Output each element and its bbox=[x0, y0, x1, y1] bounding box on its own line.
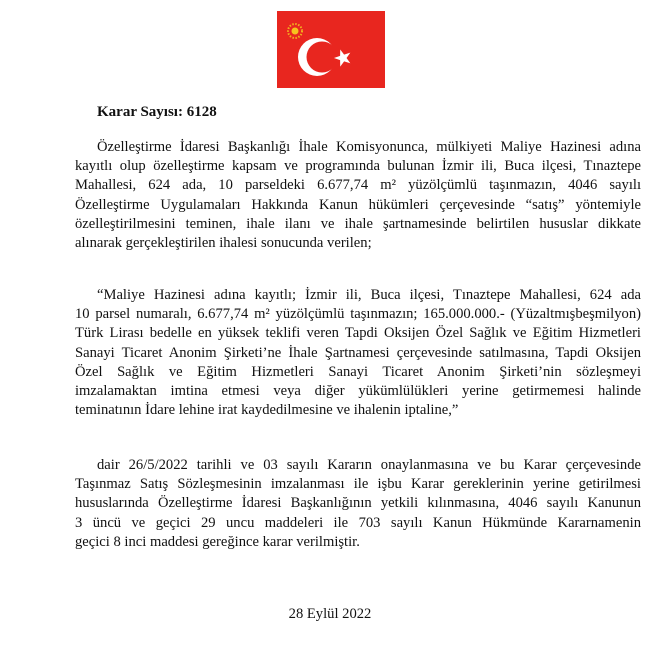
text-line: alınarak gerçekleştirilen ihalesi sonucunda verilen; bbox=[75, 234, 372, 251]
text-line: Taşınmaz Satış Sözleşmesinin imzalanması ile işbu Karar gereklerinin yerine getirilmesi bbox=[75, 476, 641, 493]
text-line: kayıtlı olup özelleştirme kapsam ve programında bulunan İzmir ili, Buca ilçesi, Tınaztepe bbox=[75, 158, 641, 175]
paragraph-intro bbox=[75, 138, 641, 253]
text-line: imzalamaktan imtina etmesi veya diğer yükümlülükleri yerine getirmemesi halinde bbox=[75, 382, 641, 399]
text-line: teminatının İdare lehine irat kaydedilmesine ve ihalenin iptaline,” bbox=[75, 402, 459, 419]
text-line: Türk Lirası bedelle en yüksek teklifi veren Tapdi Oksijen Özel Sağlık ve Eğitim Hizmetleri bbox=[75, 325, 641, 342]
text-line: dair 26/5/2022 tarihli ve 03 sayılı Kararın onaylanmasına ve bu Karar çerçevesinde bbox=[97, 457, 641, 473]
text-line: özelleştirilmesini teminen, ihale ilanı ve ihale şartnamesinde belirtilen hususlar dikkate bbox=[75, 215, 641, 232]
text-line: Sanayi Ticaret Anonim Şirketi’ne İhale Şartnamesi çerçevesinde satılmasına, Tapdi Oksijen bbox=[75, 344, 641, 361]
text-line: Özelleştirme İdaresi Başkanlığı İhale Komisyonunca, mülkiyeti Maliye Hazinesi adına bbox=[97, 139, 641, 155]
text-line: Özelleştirme Uygulamaları Hakkında Kanun hükümleri çerçevesinde “satış” yöntemiyle bbox=[75, 196, 641, 213]
text-line: 10 parsel numaralı, 6.677,74 m² yüzölçümlü taşınmazın; 165.000.000.- (Yüzaltmışbeşmilyon) bbox=[75, 306, 641, 323]
text-line: Mahallesi, 624 ada, 10 parseldeki 6.677,74 m² yüzölçümlü taşınmazın, 4046 sayılı bbox=[75, 177, 641, 194]
decision-number: Karar Sayısı: 6128 bbox=[97, 104, 217, 120]
paragraph-decision bbox=[75, 456, 641, 552]
text-line: geçici 8 inci maddesi gereğince karar verilmiştir. bbox=[75, 533, 360, 550]
text-line: “Maliye Hazinesi adına kayıtlı; İzmir ili, Buca ilçesi, Tınaztepe Mahallesi, 624 ada bbox=[97, 287, 641, 303]
text-line: Özel Sağlık ve Eğitim Hizmetleri Sanayi Ticaret Anonim Şirketi’nin sözleşmeyi bbox=[75, 363, 641, 380]
text-line: hususlarında Özelleştirme İdaresi Başkanlığının yetkili kılınmasına, 4046 sayılı Kanunun bbox=[75, 495, 641, 512]
presidential-flag-emblem bbox=[277, 11, 385, 88]
text-line: 3 üncü ve geçici 29 uncu maddeleri ile 703 sayılı Kanun Hükmünde Kararnamenin bbox=[75, 514, 641, 531]
document-date: 28 Eylül 2022 bbox=[288, 606, 372, 622]
paragraph-quote bbox=[75, 286, 641, 420]
